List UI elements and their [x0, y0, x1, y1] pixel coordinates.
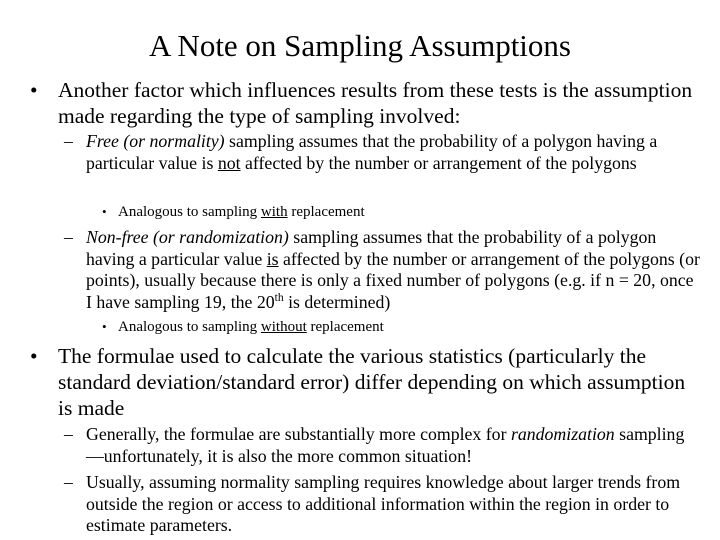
bullet-2-sub-1: [64, 424, 701, 467]
sub-2-text-c: is determined): [283, 291, 391, 312]
emphasis-without: without: [260, 319, 307, 335]
bullet-dot: •: [30, 344, 38, 368]
note-1-text-b: replacement: [287, 204, 365, 220]
sub-2-text-a: sampling assumes that the probability of a polygon having a particular value: [86, 227, 657, 269]
bullet-1-text: Another factor which influences results from these tests is the assumption made regarding the type of sampling involved:: [58, 78, 693, 128]
bullet-2-text: The formulae used to calculate the various statistics (particularly the standard deviation/standard error) differ depending on which assumption is made: [58, 344, 686, 420]
bullet-1-sub-2: [64, 227, 701, 313]
note-1-text-a: Analogous to sampling: [118, 204, 261, 220]
bullet-dot: •: [102, 319, 107, 334]
bullet-1-sub-1-note: [102, 203, 678, 221]
dash-marker: –: [64, 131, 73, 151]
sub-3-text-b: sampling—unfortunately, it is also the more common situation!: [86, 424, 685, 466]
bullet-1: [30, 77, 698, 129]
sub-1-text-a: sampling assumes that the probability of a polygon having a particular value is: [86, 131, 658, 173]
emphasis-with: with: [260, 204, 288, 220]
slide-title: A Note on Sampling Assumptions: [149, 28, 571, 63]
note-2-text-a: Analogous to sampling: [118, 319, 261, 335]
bullet-dot: •: [102, 204, 107, 219]
bullet-2-sub-2: [64, 472, 701, 537]
dash-marker: –: [64, 424, 73, 444]
sub-4-text: Usually, assuming normality sampling requires knowledge about larger trends from outside the region or access to additional information within the region in order to estimate parameters.: [86, 472, 681, 535]
emphasis-is: is: [266, 248, 279, 269]
bullet-2: [30, 343, 698, 421]
bullet-1-sub-1: [64, 131, 701, 174]
dash-marker: –: [64, 227, 73, 247]
term-free: Free (or normality): [86, 131, 225, 151]
bullet-dot: •: [30, 78, 38, 102]
bullet-1-sub-2-note: [102, 318, 678, 336]
sub-2-text-b: affected by the number or arrangement of the polygons (or points), usually because there is only a fixed number of polygons (e.g. if n = 20, once I have sampling 19, the 20: [86, 248, 700, 312]
term-non-free: Non-free (or randomization): [86, 227, 289, 247]
dash-marker: –: [64, 472, 73, 492]
sub-1-text-b: affected by the number or arrangement of the polygons: [240, 152, 637, 173]
emphasis-not: not: [217, 152, 241, 173]
term-randomization: randomization: [510, 424, 615, 444]
sub-3-text-a: Generally, the formulae are substantially more complex for: [86, 424, 511, 444]
note-2-text-b: replacement: [306, 319, 384, 335]
superscript-th: th: [274, 290, 284, 304]
